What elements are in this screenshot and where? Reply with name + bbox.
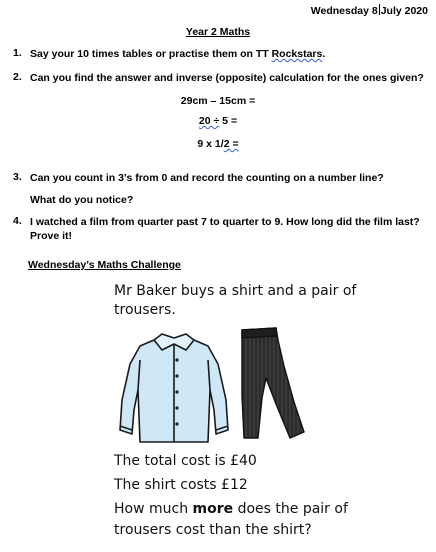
calculation-3: 9 x 1/2 = (197, 138, 239, 150)
calculation-2: 20 ÷ 5 = (198, 115, 238, 127)
question-text: Say your 10 times tables or practise them on TT Rockstars. (30, 48, 326, 60)
challenge-shirt-cost: The shirt costs £12 (114, 477, 248, 493)
shirt-icon (112, 330, 236, 448)
question-number: 2. (13, 71, 22, 83)
question-text-line-2: Prove it! (30, 230, 73, 242)
question-number: 4. (13, 215, 22, 227)
page-title: Year 2 Maths (185, 26, 251, 38)
challenge-total-cost: The total cost is £40 (114, 453, 257, 469)
question-number: 3. (13, 171, 22, 183)
challenge-question-line-1: How much more does the pair of (114, 501, 348, 517)
question-followup: What do you notice? (30, 194, 134, 206)
question-text-line-1: I watched a film from quarter past 7 to quarter to 9. How long did the film last? (30, 216, 420, 228)
calculation-1: 29cm – 15cm = (180, 95, 256, 107)
question-number: 1. (13, 47, 22, 59)
document-date (311, 4, 428, 17)
trousers-icon (236, 326, 308, 442)
date-day: Wednesday 8 (310, 5, 378, 17)
text-cursor (379, 4, 380, 15)
challenge-heading: Wednesday’s Maths Challenge (28, 259, 181, 271)
challenge-question-line-2: trousers cost than the shirt? (114, 522, 312, 538)
question-text: Can you count in 3’s from 0 and record the counting on a number line? (30, 172, 384, 184)
date-rest: July 2020 (380, 5, 428, 17)
challenge-line-1: Mr Baker buys a shirt and a pair of (114, 283, 357, 299)
question-text: Can you find the answer and inverse (opposite) calculation for the ones given? (30, 72, 424, 84)
challenge-line-2: trousers. (114, 302, 176, 318)
